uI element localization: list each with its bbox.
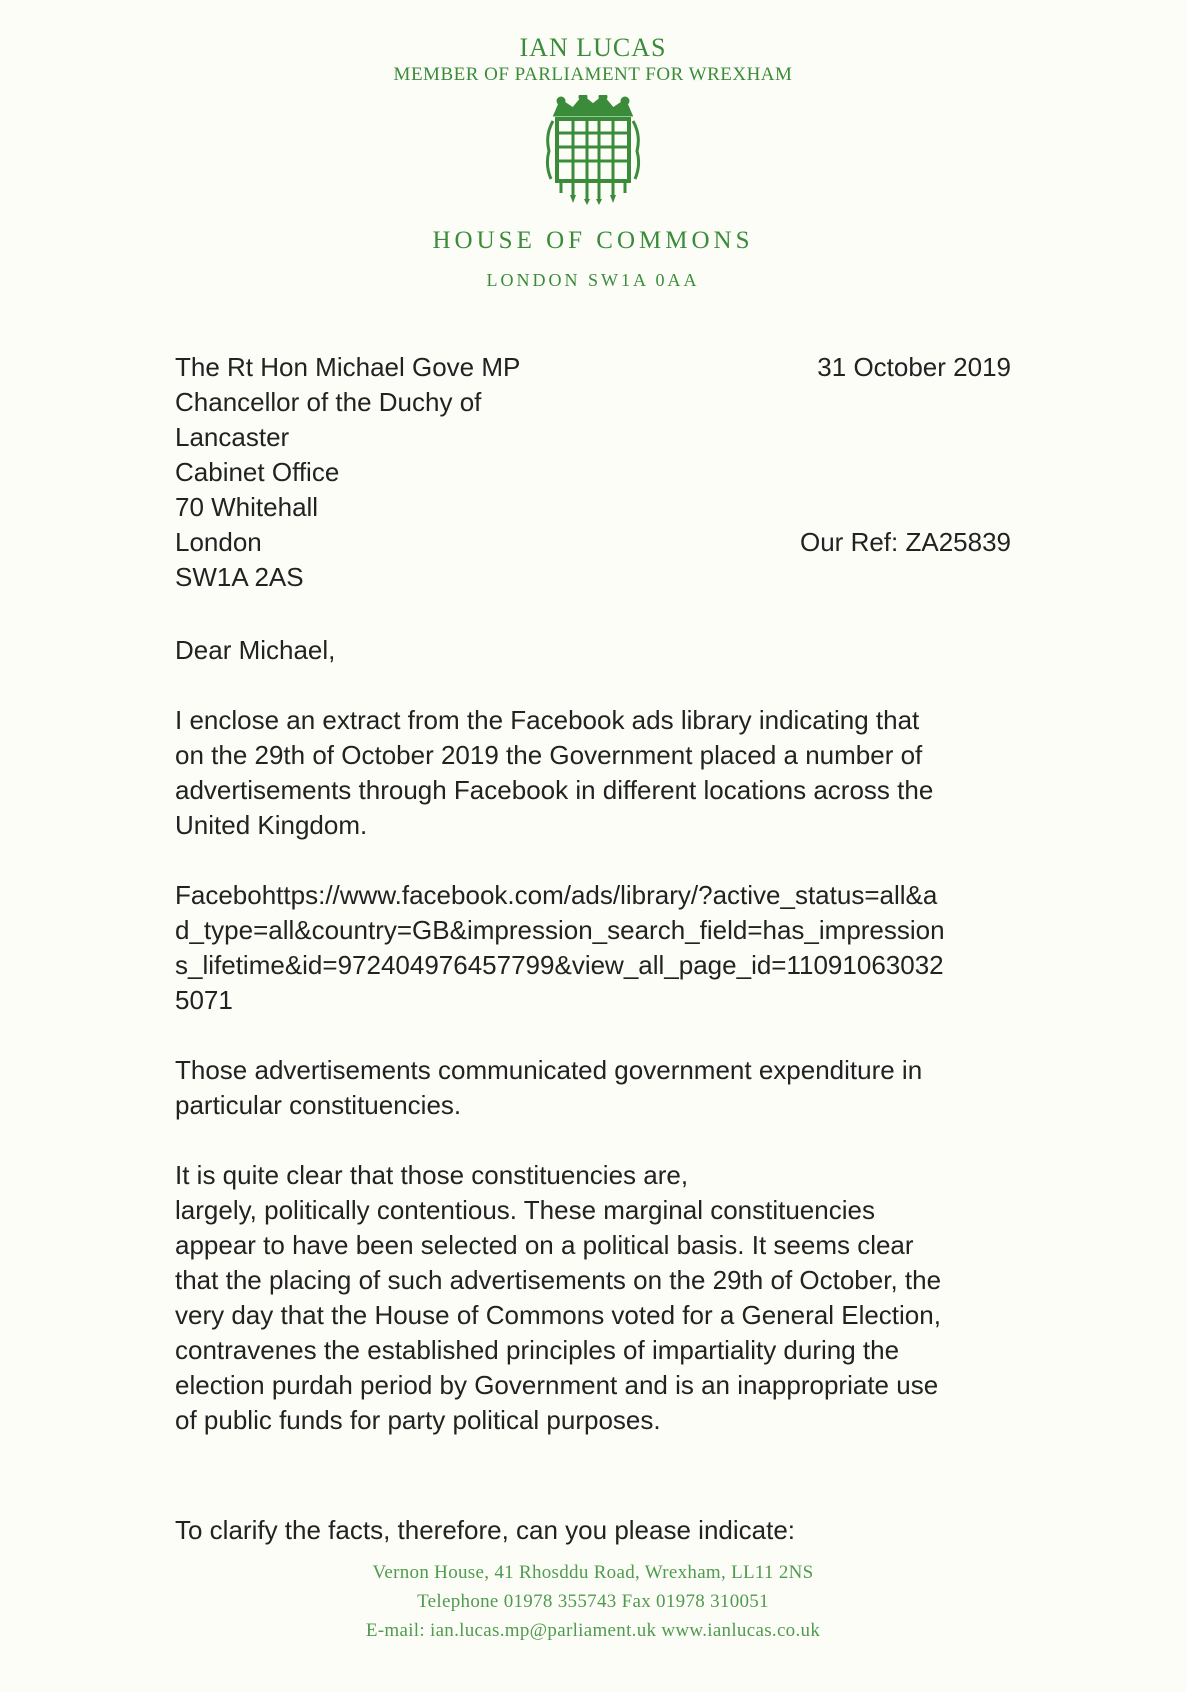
recipient-line: London (175, 527, 262, 557)
paragraph-line: To clarify the facts, therefore, can you please indicate: (175, 1515, 796, 1545)
paragraph-line: Facebohttps://www.facebook.com/ads/library/?active_status=all&a (175, 880, 938, 910)
paragraph-line: on the 29th of October 2019 the Government placed a number of (175, 740, 923, 770)
mp-name: IAN LUCAS (519, 33, 667, 62)
paragraph-line: election purdah period by Government and is an inappropriate use (175, 1370, 939, 1400)
paragraph-line: largely, politically contentious. These marginal constituencies (175, 1195, 875, 1225)
salutation: Dear Michael, (175, 635, 336, 665)
paragraph-line: s_lifetime&id=972404976457799&view_all_page_id=11091063032 (175, 950, 944, 980)
paragraph-line: that the placing of such advertisements on the 29th of October, the (175, 1265, 942, 1295)
recipient-line: Lancaster (175, 422, 290, 452)
footer-address: Vernon House, 41 Rhosddu Road, Wrexham, LL11 2NS (372, 1562, 814, 1583)
paragraph-line: appear to have been selected on a political basis. It seems clear (175, 1230, 914, 1260)
footer-contact: E-mail: ian.lucas.mp@parliament.uk www.ianlucas.co.uk (365, 1620, 821, 1641)
letterhead-address: LONDON SW1A 0AA (486, 270, 700, 290)
paragraph-line: I enclose an extract from the Facebook ads library indicating that (175, 705, 920, 735)
portcullis-icon (541, 95, 645, 205)
recipient-line: Chancellor of the Duchy of (175, 387, 482, 417)
paragraph-5 (175, 1513, 1015, 1548)
paragraph-line: d_type=all&country=GB&impression_search_field=has_impression (175, 915, 945, 945)
mp-role: MEMBER OF PARLIAMENT FOR WREXHAM (393, 64, 793, 85)
recipient-line: Cabinet Office (175, 457, 340, 487)
paragraph-3 (175, 1053, 1015, 1123)
house-of-commons: HOUSE OF COMMONS (432, 227, 754, 254)
paragraph-line: very day that the House of Commons voted for a General Election, (175, 1300, 941, 1330)
paragraph-line: advertisements through Facebook in different locations across the (175, 775, 934, 805)
paragraph-line: United Kingdom. (175, 810, 368, 840)
paragraph-line: contravenes the established principles of impartiality during the (175, 1335, 900, 1365)
paragraph-line: 5071 (175, 985, 233, 1015)
paragraph-line: It is quite clear that those constituencies are, (175, 1160, 689, 1190)
paragraph-line: of public funds for party political purposes. (175, 1405, 661, 1435)
paragraph-4 (175, 1158, 1015, 1438)
letter-date: 31 October 2019 (817, 352, 1011, 382)
paragraph-line: particular constituencies. (175, 1090, 462, 1120)
paragraph-line: Those advertisements communicated government expenditure in (175, 1055, 923, 1085)
paragraph-1 (175, 703, 1015, 843)
recipient-line: The Rt Hon Michael Gove MP (175, 352, 521, 382)
recipient-line: 70 Whitehall (175, 492, 319, 522)
paragraph-2-link (175, 878, 1015, 1018)
footer-phone: Telephone 01978 355743 Fax 01978 310051 (417, 1591, 769, 1612)
reference-number: Our Ref: ZA25839 (800, 527, 1011, 557)
recipient-line: SW1A 2AS (175, 562, 304, 592)
